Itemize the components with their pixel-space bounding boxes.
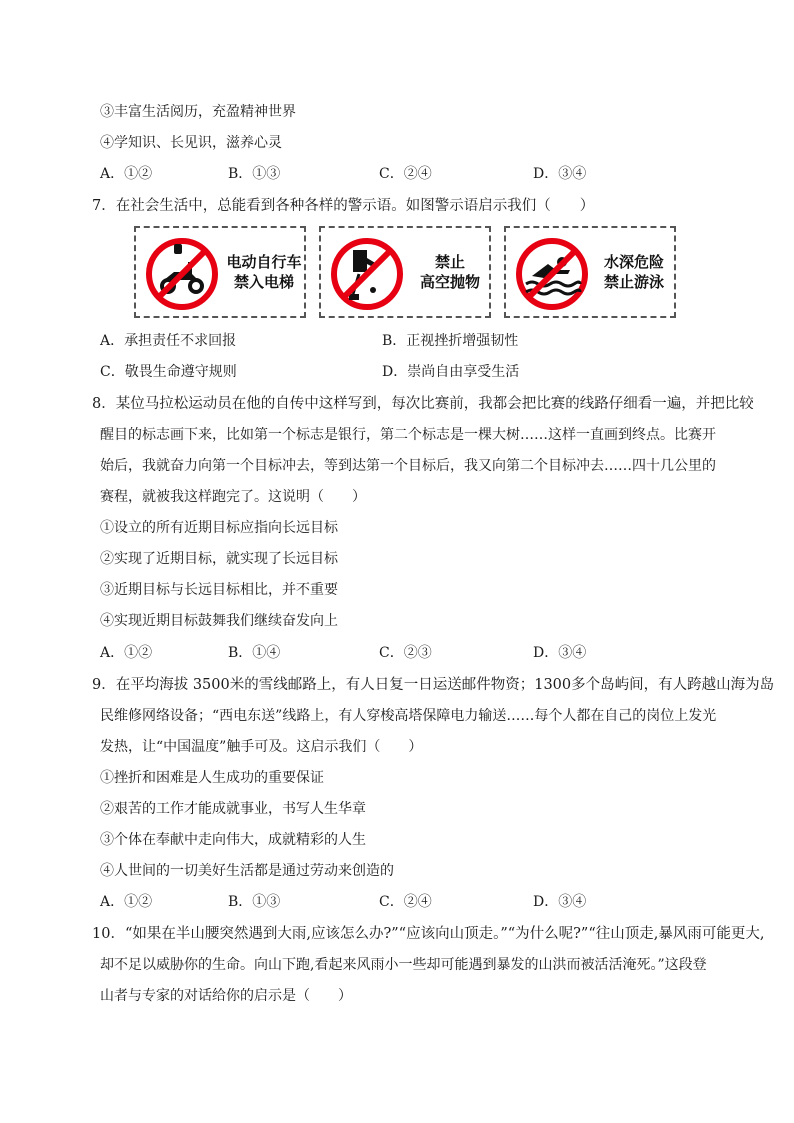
- q6-option-a[interactable]: A．①②: [100, 166, 153, 182]
- sign-no-throwing: [319, 226, 491, 318]
- q8-option-c[interactable]: C．②③: [379, 645, 432, 661]
- q6-item-4: ④学知识、长见识，滋养心灵: [100, 135, 282, 151]
- q9-option-d[interactable]: D．③④: [533, 894, 587, 910]
- q8-option-d[interactable]: D．③④: [533, 645, 587, 661]
- sign-no-throwing-line1: 禁止: [434, 253, 465, 271]
- q8-stem-line-2: 醒目的标志画下来，比如第一个标志是银行，第二个标志是一棵大树……这样一直画到终点。比赛开: [100, 427, 716, 443]
- q9-item-4: ④人世间的一切美好生活都是通过劳动来创造的: [100, 863, 394, 879]
- q7-option-b[interactable]: B．正视挫折增强韧性: [382, 333, 519, 349]
- q7-option-a[interactable]: A．承担责任不求回报: [100, 333, 237, 349]
- q10-stem-line-1: 10．“如果在半山腰突然遇到大雨,应该怎么办?”“应该向山顶走。”“为什么呢?”“往山顶走,暴风雨可能更大,: [92, 926, 765, 942]
- q6-option-c[interactable]: C．②④: [379, 166, 432, 182]
- sign-no-ebike-line1: 电动自行车: [226, 253, 302, 271]
- q7-option-c[interactable]: C．敬畏生命遵守规则: [100, 364, 237, 380]
- sign-no-swimming-line1: 水深危险: [603, 253, 664, 271]
- q10-stem-line-3: 山者与专家的对话给你的启示是（ ）: [100, 988, 352, 1004]
- q7-stem: 7．在社会生活中，总能看到各种各样的警示语。如图警示语启示我们（ ）: [92, 198, 595, 214]
- q8-stem-line-4: 赛程，就被我这样跑完了。这说明（ ）: [100, 489, 366, 505]
- sign-no-ebike-line2: 禁入电梯: [233, 273, 294, 291]
- q6-option-d[interactable]: D．③④: [533, 166, 587, 182]
- q9-stem-line-3: 发热，让“中国温度”触手可及。这启示我们（ ）: [100, 739, 423, 755]
- q8-option-b[interactable]: B．①④: [228, 645, 281, 661]
- q8-item-1: ①设立的所有近期目标应指向长远目标: [100, 520, 338, 536]
- q9-item-3: ③个体在奉献中走向伟大，成就精彩的人生: [100, 832, 366, 848]
- q9-stem-line-1: 9．在平均海拔 3500米的雪线邮路上，有人日复一日运送邮件物资；1300多个岛屿间，有人跨越山海为岛: [92, 677, 775, 693]
- q9-option-b[interactable]: B．①③: [228, 894, 281, 910]
- q9-option-a[interactable]: A．①②: [100, 894, 153, 910]
- no-throwing-icon: [329, 236, 405, 312]
- sign-no-swimming-line2: 禁止游泳: [603, 273, 664, 291]
- sign-no-swimming: [504, 226, 676, 318]
- q9-option-c[interactable]: C．②④: [379, 894, 432, 910]
- q6-option-b[interactable]: B．①③: [228, 166, 281, 182]
- q8-stem-line-1: 8．某位马拉松运动员在他的自传中这样写到，每次比赛前，我都会把比赛的线路仔细看一遍，并把比较: [92, 396, 754, 412]
- q8-option-a[interactable]: A．①②: [100, 645, 153, 661]
- sign-no-ebike: [134, 226, 306, 318]
- sign-no-throwing-line2: 高空抛物: [419, 273, 480, 291]
- q8-stem-line-3: 始后，我就奋力向第一个目标冲去，等到达第一个目标后，我又向第二个目标冲去……四十几公里的: [100, 458, 716, 474]
- q8-item-4: ④实现近期目标鼓舞我们继续奋发向上: [100, 613, 338, 629]
- q8-item-3: ③近期目标与长远目标相比，并不重要: [100, 582, 338, 598]
- q9-stem-line-2: 民维修网络设备；“西电东送”线路上，有人穿梭高塔保障电力输送……每个人都在自己的岗位上发光: [100, 708, 717, 724]
- no-ebike-icon: [144, 236, 220, 312]
- q7-option-d[interactable]: D．崇尚自由享受生活: [382, 364, 520, 380]
- q9-item-1: ①挫折和困难是人生成功的重要保证: [100, 770, 324, 786]
- q8-item-2: ②实现了近期目标，就实现了长远目标: [100, 551, 338, 567]
- q9-item-2: ②艰苦的工作才能成就事业，书写人生华章: [100, 801, 366, 817]
- q10-stem-line-2: 却不足以威胁你的生命。向山下跑,看起来风雨小一些却可能遇到暴发的山洪而被活活淹死。”这段登: [100, 957, 707, 973]
- q6-item-3: ③丰富生活阅历，充盈精神世界: [100, 104, 296, 120]
- no-swimming-icon: [514, 236, 590, 312]
